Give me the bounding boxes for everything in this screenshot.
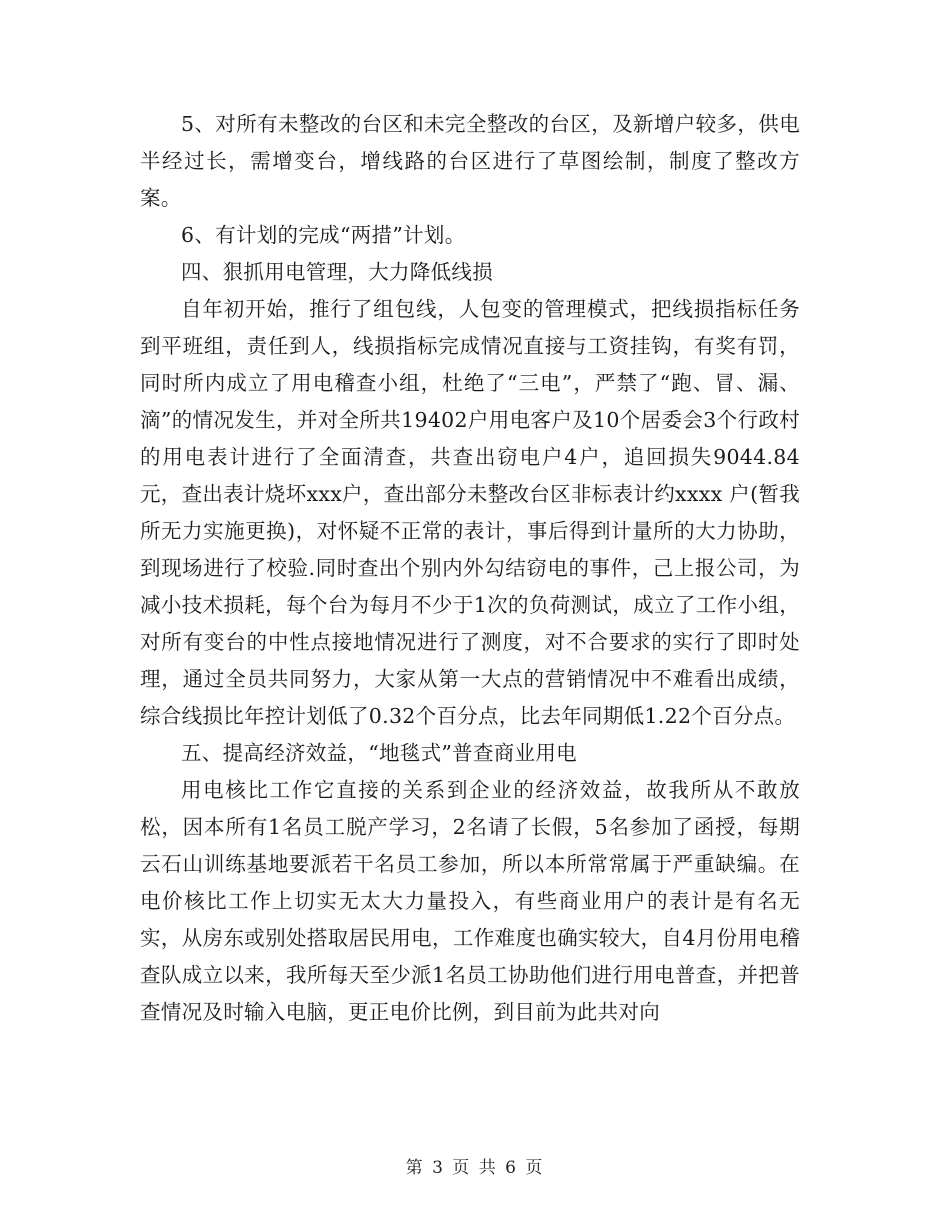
paragraph-item-5: 5、对所有未整改的台区和未完全整改的台区，及新增户较多，供电半经过长，需增变台，增线路的台区进行了草图绘制，制度了整改方案。 [140, 112, 800, 210]
section-heading-5: 五、提高经济效益，“地毯式”普查商业用电 [181, 741, 577, 765]
section-heading-4: 四、狠抓用电管理，大力降低线损 [181, 260, 493, 284]
page-number-footer: 第 3 页 共 6 页 [405, 1158, 545, 1178]
paragraph-commercial-power: 用电核比工作它直接的关系到企业的经济效益，故我所从不敢放松，因本所有1名员工脱产学习，2名请了长假，5名参加了函授，每期云石山训练基地要派若干名员工参加，所以本所常常属于严重缺编。在电价核比工作上切实无太大力量投入，有些商业用户的表计是有名无实，从房东或别处搭取居民用电，工作难度也确实较大，自4月份用电稽查队成立以来，我所每天至少派1名员工协助他们进行用电普查，并把普查情况及时输入电脑，更正电价比例，到目前为此共对向 [140, 778, 800, 1024]
document-body [140, 106, 800, 1031]
paragraph-line-loss: 自年初开始，推行了组包线，人包变的管理模式，把线损指标任务到平班组，责任到人，线损指标完成情况直接与工资挂钩，有奖有罚，同时所内成立了用电稽查小组，杜绝了“三电”，严禁了“跑、冒、漏、滴”的情况发生，并对全所共19402户用电客户及10个居委会3个行政村的用电表计进行了全面清查，共查出窃电户4户，追回损失9044.84 元，查出表计烧坏xxx户，查出部分未整改台区非标表计约xxxx 户(暂我所无力实施更换)，对怀疑不正常的表计，事后得到计量所的大力协助，到现场进行了校验.同时查出个别内外勾结窃电的事件，己上报公司，为减小技术损耗，每个台为每月不少于1次的负荷测试，成立了工作小组，对所有变台的中性点接地情况进行了测度，对不合要求的实行了即时处理，通过全员共同努力，大家从第一大点的营销情况中不难看出成绩，综合线损比年控计划低了0.32个百分点，比去年同期低1.22个百分点。 [140, 297, 800, 728]
paragraph-item-6: 6、有计划的完成“两措”计划。 [181, 223, 466, 247]
